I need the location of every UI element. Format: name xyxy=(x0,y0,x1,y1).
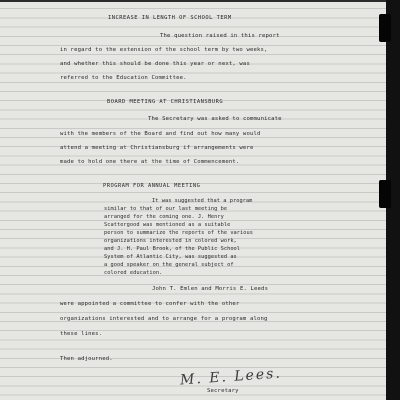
paragraph-line: organizations interested and to arrange for a program along xyxy=(60,316,268,322)
paragraph-line: made to hold one there at the time of Commencement. xyxy=(60,159,240,165)
paragraph-line: colored education. xyxy=(104,270,163,276)
page-top-edge xyxy=(0,0,400,2)
section-heading-school-term: INCREASE IN LENGTH OF SCHOOL TERM xyxy=(108,15,232,21)
paragraph-line: person to summarize the reports of the various xyxy=(104,230,253,236)
paragraph-line: attend a meeting at Christiansburg if arrangements were xyxy=(60,145,254,151)
closing-line: Then adjourned. xyxy=(60,356,113,362)
signature-title: Secretary xyxy=(207,388,239,394)
paragraph-line: John T. Emlen and Morris E. Leeds xyxy=(152,286,269,292)
paragraph-line: these lines. xyxy=(60,331,103,337)
binder-hole xyxy=(379,180,391,208)
paragraph-line: organizations interested in colored work, xyxy=(104,238,237,244)
paragraph-line: in regard to the extension of the school term by two weeks, xyxy=(60,47,268,53)
paragraph-line: and whether this should be done this year or next, was xyxy=(60,61,250,67)
handwritten-signature: M. E. Lees. xyxy=(179,365,283,389)
paragraph-line: It was suggested that a program xyxy=(152,198,253,204)
paragraph-line: with the members of the Board and find out how many would xyxy=(60,131,261,137)
section-heading-annual-meeting: PROGRAM FOR ANNUAL MEETING xyxy=(103,183,201,189)
paragraph-line: System of Atlantic City, was suggested as xyxy=(104,254,237,260)
paragraph-line: were appointed a committee to confer with the other xyxy=(60,301,240,307)
paragraph-line: arranged for the coming one. J. Henry xyxy=(104,214,224,220)
paragraph-line: referred to the Education Committee. xyxy=(60,75,187,81)
section-heading-board-meeting: BOARD MEETING AT CHRISTIANSBURG xyxy=(107,99,224,105)
paragraph-line: Scattergood was mentioned as a suitable xyxy=(104,222,231,228)
paragraph-line: a good speaker on the general subject of xyxy=(104,262,234,268)
binder-hole xyxy=(379,14,391,42)
paragraph-line: The question raised in this report xyxy=(160,33,280,39)
paragraph-line: The Secretary was asked to communicate xyxy=(148,116,282,122)
paragraph-line: and J. H. Paul Brook, of the Public School xyxy=(104,246,241,252)
paragraph-line: similar to that of our last meeting be xyxy=(104,206,228,212)
